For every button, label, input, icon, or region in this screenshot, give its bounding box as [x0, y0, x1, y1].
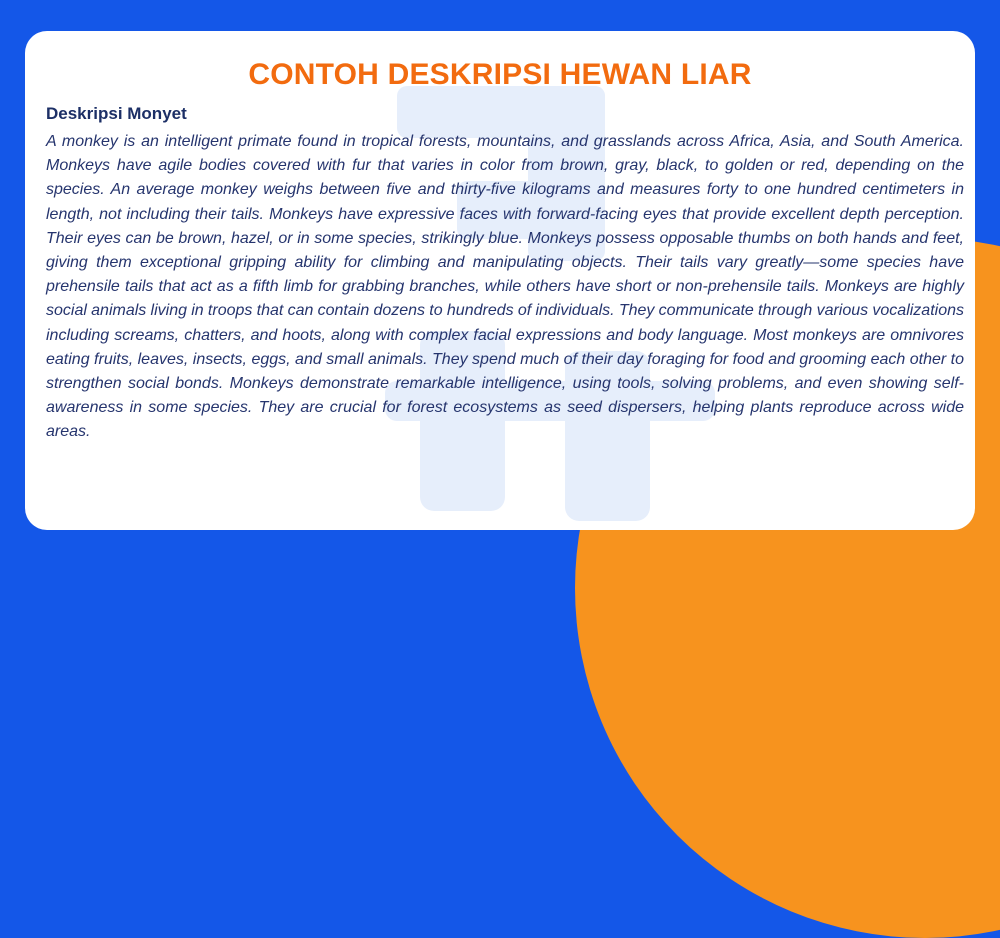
page-title: CONTOH DESKRIPSI HEWAN LIAR — [248, 58, 752, 91]
section-subtitle: Deskripsi Monyet — [46, 104, 187, 123]
content-card — [25, 31, 975, 530]
description-paragraph: A monkey is an intelligent primate found in tropical forests, mountains, and grasslands across Africa, Asia, and South America. Monkeys have agile bodies covered with fur that varies in color from brown, gray, black, to golden or red, depending on the species. An average monkey weighs between five and thirty-five kilograms and measures forty to one hundred centimeters in length, not including their tails. Monkeys have expressive faces with forward-facing eyes that provide excellent depth perception. Their eyes can be brown, hazel, or in some species, strikingly blue. Monkeys possess opposable thumbs on both hands and feet, giving them exceptional gripping ability for climbing and manipulating objects. Their tails vary greatly—some species have prehensile tails that act as a fifth limb for grabbing branches, while others have short or non-prehensile tails. Monkeys are highly social animals living in troops that can contain dozens to hundreds of individuals. They communicate through various vocalizations including screams, chatters, and hoots, along with complex facial expressions and body language. Most monkeys are omnivores eating fruits, leaves, insects, eggs, and small animals. They spend much of their day foraging for food and grooming each other to strengthen social bonds. Monkeys demonstrate remarkable intelligence, using tools, solving problems, and even showing self-awareness in some species. They are crucial for forest ecosystems as seed dispersers, helping plants reproduce across wide areas. — [46, 133, 964, 441]
